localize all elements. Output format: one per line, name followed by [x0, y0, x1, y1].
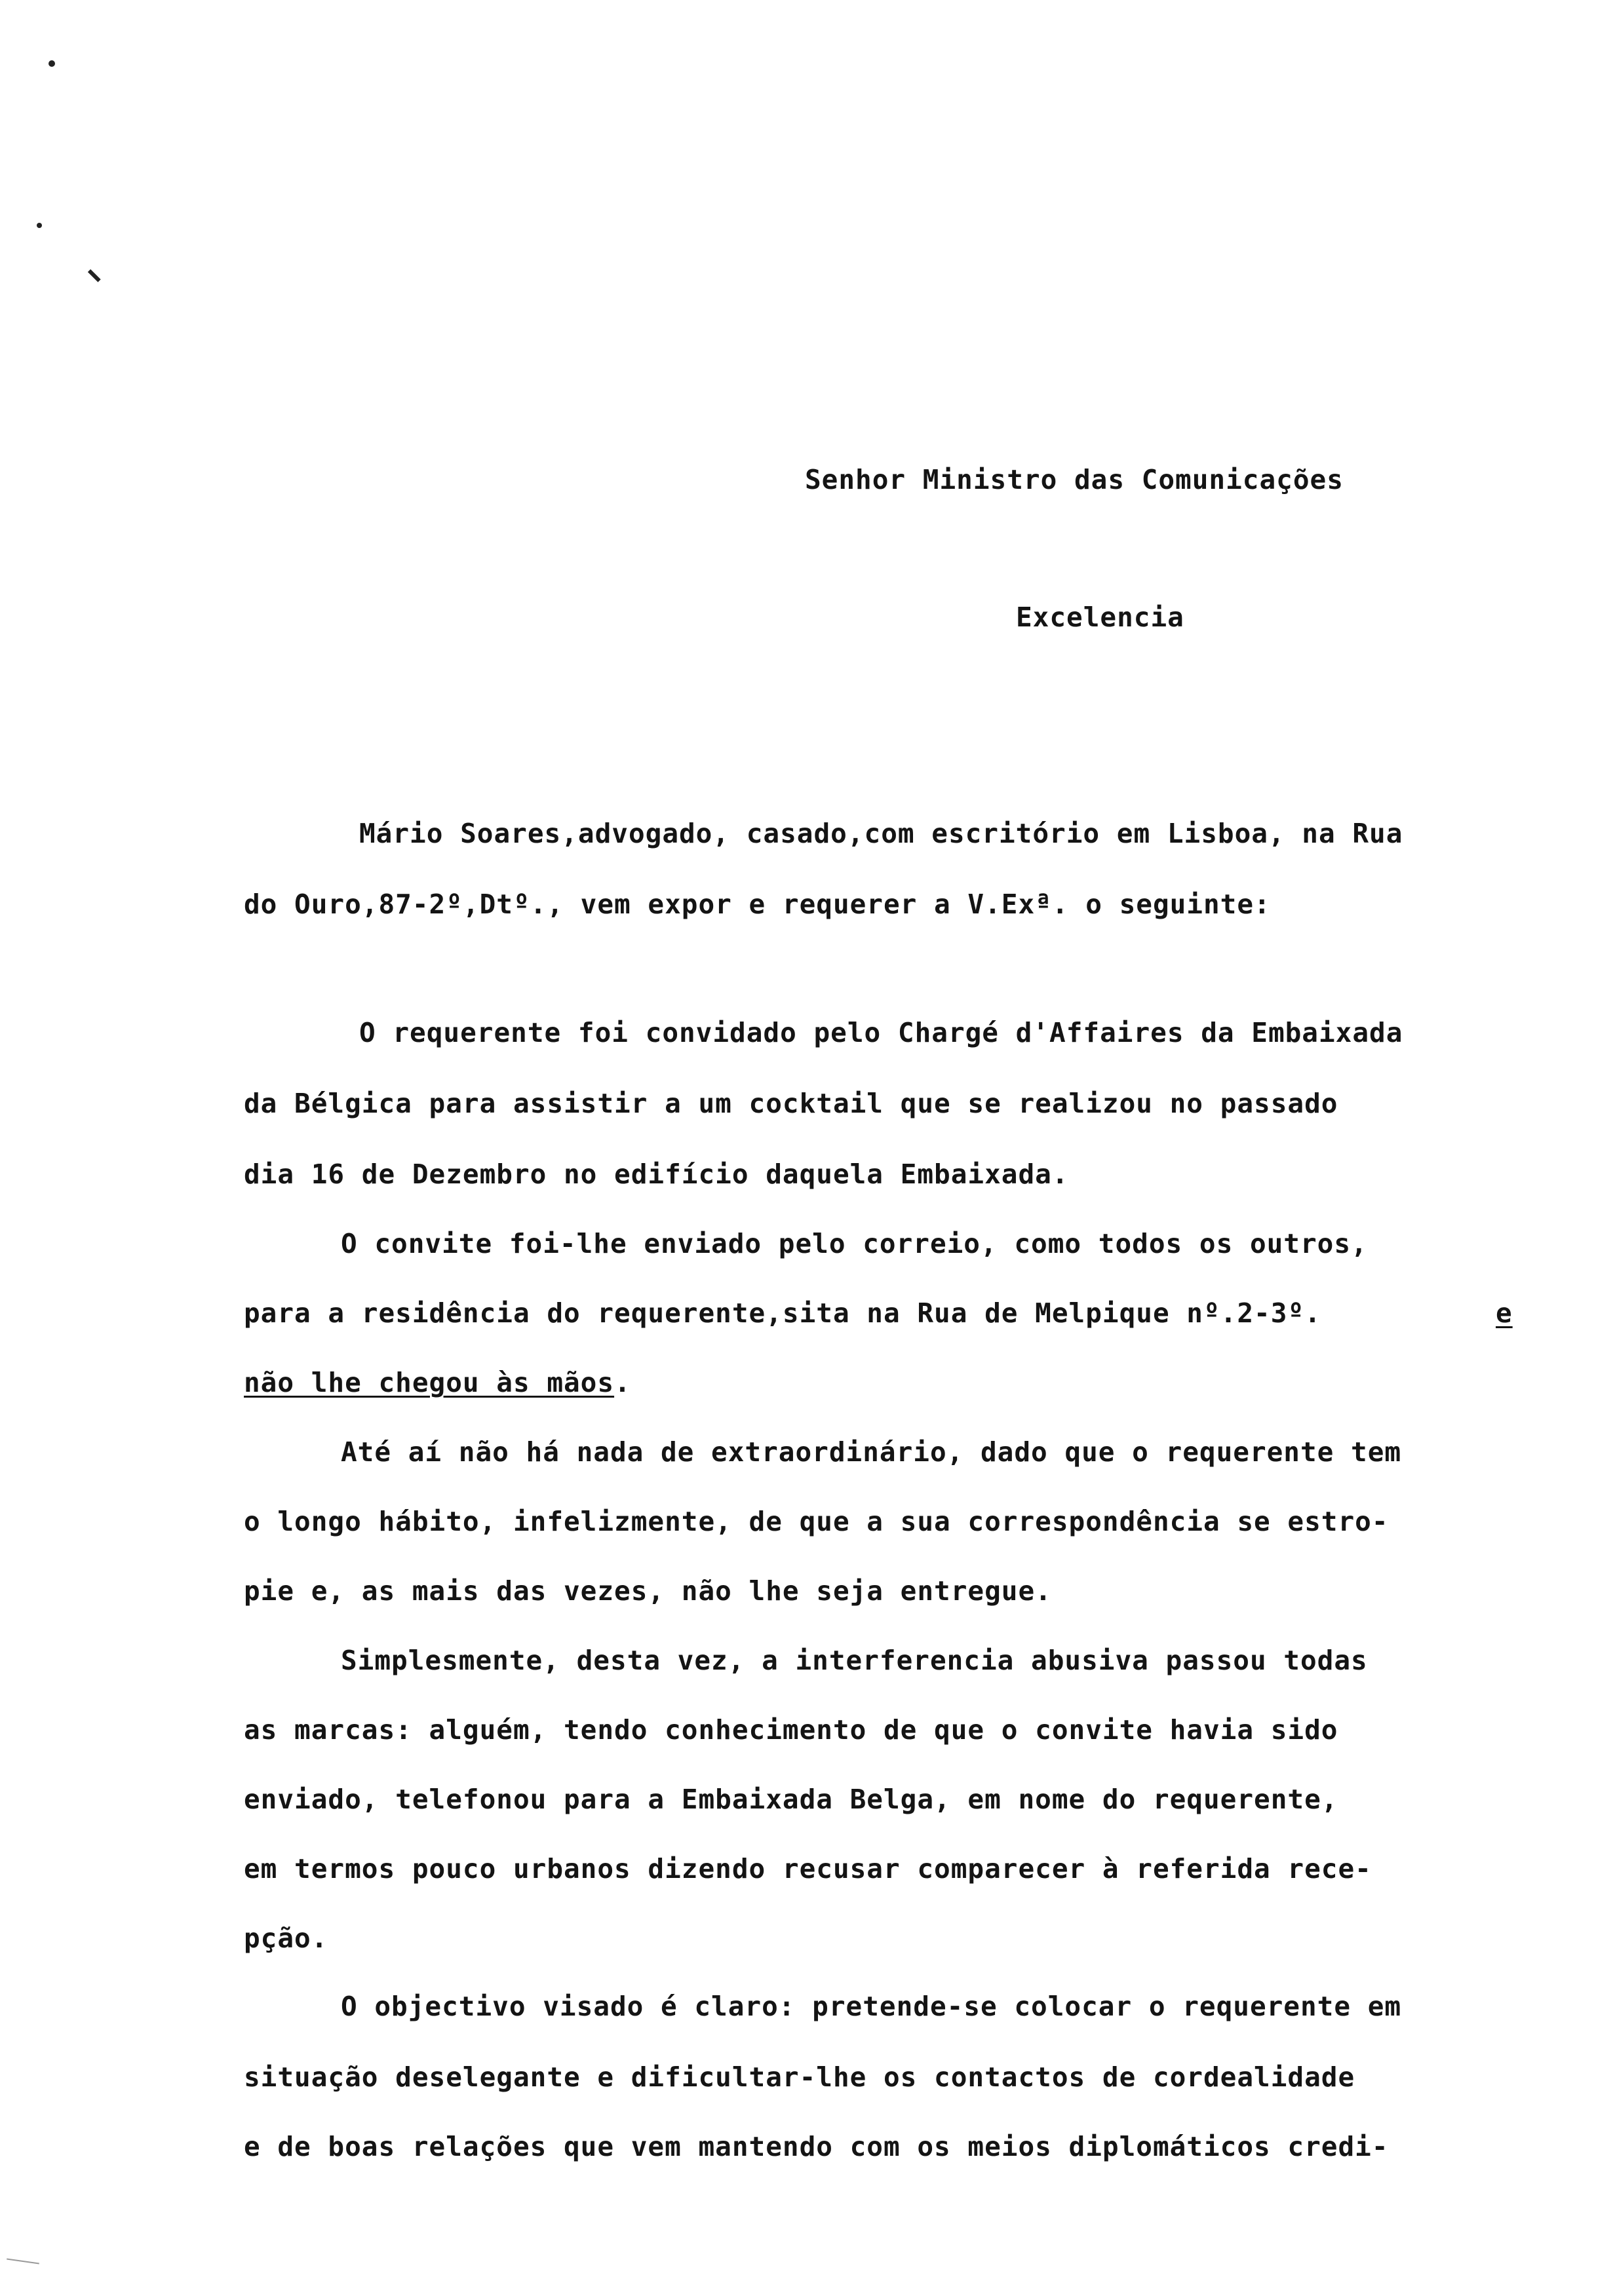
- scan-mark: [7, 2259, 39, 2265]
- body-line: O convite foi-lhe enviado pelo correio, como todos os outros,: [341, 1228, 1368, 1259]
- body-line: O requerente foi convidado pelo Chargé d'Affaires da Embaixada: [359, 1017, 1403, 1048]
- body-line: enviado, telefonou para a Embaixada Belga, em nome do requerente,: [244, 1784, 1338, 1815]
- body-line: situação deselegante e dificultar-lhe os contactos de cordealidade: [244, 2061, 1355, 2093]
- body-line: O objectivo visado é claro: pretende-se colocar o requerente em: [341, 1991, 1402, 2022]
- underlined-phrase: não lhe chegou às mãos: [244, 1367, 615, 1398]
- salutation: Excelencia: [1016, 602, 1184, 633]
- body-line: o longo hábito, infelizmente, de que a sua correspondência se estro-: [244, 1506, 1389, 1537]
- body-line: as marcas: alguém, tendo conhecimento de que o convite havia sido: [244, 1714, 1338, 1746]
- ink-mark: [88, 269, 101, 282]
- body-line: da Bélgica para assistir a um cocktail que se realizou no passado: [244, 1088, 1338, 1119]
- body-line: em termos pouco urbanos dizendo recusar comparecer à referida rece-: [244, 1853, 1372, 1885]
- underlined-word: e: [1496, 1297, 1513, 1329]
- ink-speck: [49, 60, 55, 67]
- body-line: para a residência do requerente,sita na Rua de Melpique nº.2-3º.: [244, 1297, 1321, 1329]
- body-line: e de boas relações que vem mantendo com os meios diplomáticos credi-: [244, 2131, 1389, 2162]
- ink-speck: [37, 223, 42, 228]
- body-line: Até aí não há nada de extraordinário, dado que o requerente tem: [341, 1436, 1402, 1468]
- body-line: pção.: [244, 1923, 328, 1954]
- sentence-end: .: [614, 1367, 631, 1398]
- body-line: pie e, as mais das vezes, não lhe seja entregue.: [244, 1575, 1052, 1607]
- body-line: Simplesmente, desta vez, a interferencia abusiva passou todas: [341, 1645, 1368, 1676]
- body-line: Mário Soares,advogado, casado,com escritório em Lisboa, na Rua: [359, 818, 1403, 849]
- body-line: do Ouro,87-2º,Dtº., vem expor e requerer a V.Exª. o seguinte:: [244, 889, 1271, 920]
- body-line-mixed: [244, 1369, 631, 1396]
- body-line: dia 16 de Dezembro no edifício daquela Embaixada.: [244, 1158, 1069, 1190]
- addressee-line: Senhor Ministro das Comunicações: [805, 464, 1344, 495]
